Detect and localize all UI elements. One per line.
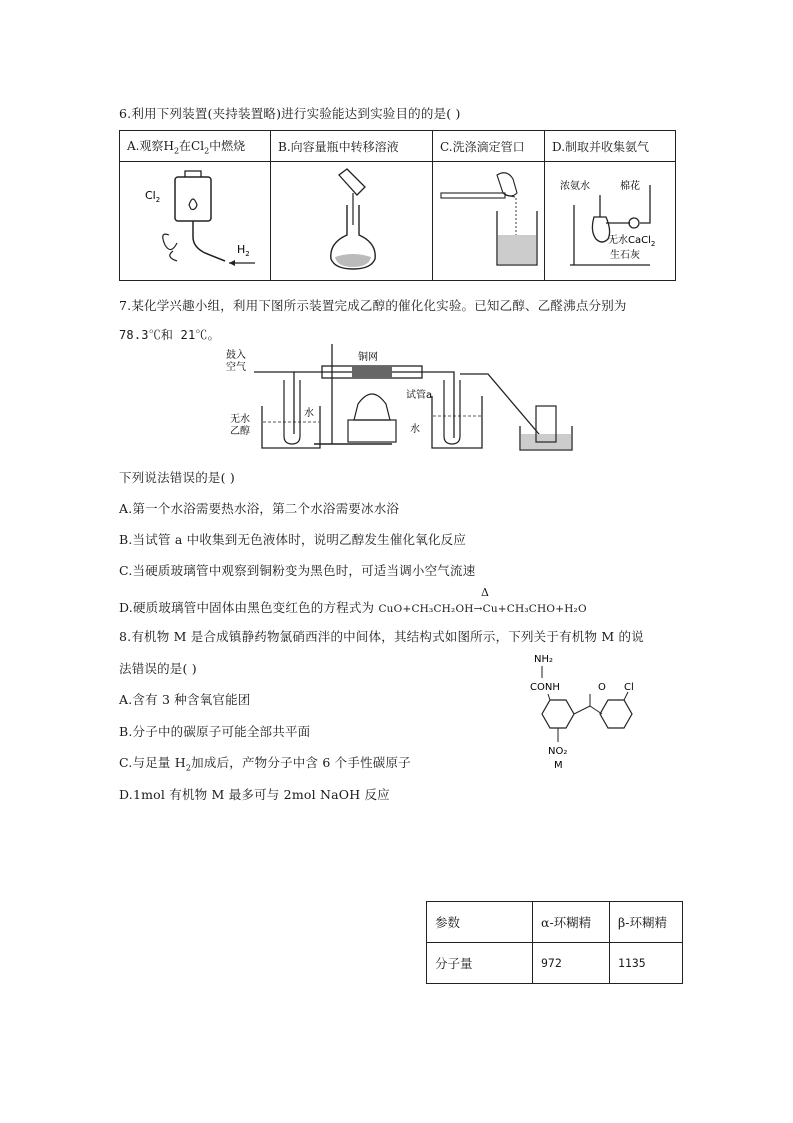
cl2-label: $Cl_2$ (145, 188, 161, 204)
water-label-left: 水 (304, 408, 314, 419)
q7-option-d-equation: CuO+CH₃CH₂OH→Cu+CH₃CHO+H₂O (378, 603, 587, 615)
q7-prompt: 下列说法错误的是( ) (119, 470, 235, 485)
q6-figure-b (271, 162, 433, 281)
air-in-label: 鼓入 (226, 350, 246, 361)
ammonia-preparation-diagram (550, 165, 670, 275)
burette-washing-diagram (437, 165, 541, 275)
air-in-label-2: 空气 (226, 362, 246, 373)
q6-option-d: D.制取并收集氨气 (545, 131, 676, 162)
heat-symbol: Δ (481, 586, 490, 599)
q8-question-line2: 法错误的是( ) (119, 661, 197, 676)
table-cell: 1135 (610, 943, 683, 984)
volumetric-flask-transfer-diagram (277, 165, 427, 275)
table-cell: 分子量 (427, 943, 533, 984)
carbonyl-o-label: O (598, 682, 606, 693)
q6-option-b: B.向容量瓶中转移溶液 (271, 131, 433, 162)
tube-a-label: 试管a (406, 390, 433, 401)
q6-figure-a (120, 162, 271, 281)
table-cell: 972 (533, 943, 610, 984)
h2-label: $H_2$ (237, 242, 250, 258)
quicklime-label: 生石灰 (610, 249, 640, 261)
anhydrous-cacl2-label: 无水CaCl$_2$ (608, 234, 656, 248)
table-header-cell: α-环糊精 (533, 902, 610, 943)
no2-label: NO₂ (548, 746, 568, 757)
q6-option-c: C.洗涤滴定管口 (433, 131, 545, 162)
q8-option-b: B.分子中的碳原子可能全部共平面 (119, 724, 311, 739)
table-header-cell: 参数 (427, 902, 533, 943)
nh2-label: NH₂ (534, 654, 554, 665)
q6-figure-d (545, 162, 676, 281)
q7-option-a: A.第一个水浴需要热水浴，第二个水浴需要冰水浴 (119, 501, 400, 516)
q8-option-c: C.与足量 $H_2$加成后，产物分子中含 6 个手性碳原子 (119, 755, 411, 773)
table-row (427, 943, 683, 984)
q7-question-line1: 7.某化学兴趣小组，利用下图所示装置完成乙醇的催化化实验。已知乙醇、乙醛沸点分别为 (119, 298, 627, 313)
cotton-label: 棉花 (620, 180, 640, 192)
conc-ammonia-label: 浓氨水 (560, 180, 590, 192)
table-row (427, 902, 683, 943)
conh-label: CONH (530, 682, 560, 693)
cl-label: Cl (624, 682, 634, 693)
q8-option-a: A.含有 3 种含氧官能团 (119, 692, 251, 707)
q7-option-d (119, 598, 587, 616)
ethanol-label-2: 乙醇 (230, 426, 250, 437)
q7-apparatus-diagram (222, 344, 582, 456)
q8-option-d: D.1mol 有机物 M 最多可与 2mol NaOH 反应 (119, 787, 390, 802)
q7-option-b: B.当试管 a 中收集到无色液体时，说明乙醇发生催化氧化反应 (119, 532, 467, 547)
q7-option-c: C.当硬质玻璃管中观察到铜粉变为黑色时，可适当调小空气流速 (119, 563, 476, 578)
q6-options-table (119, 130, 676, 281)
cyclodextrin-table (426, 901, 683, 984)
q6-question: 6.利用下列装置(夹持装置略)进行实验能达到实验目的的是( ) (119, 106, 461, 121)
q6-figure-c (433, 162, 545, 281)
q8-question-line1: 8.有机物 M 是合成镇静药物氯硝西泮的中间体，其结构式如图所示，下列关于有机物 M 的说 (119, 629, 644, 644)
water-label-right: 水 (410, 424, 420, 435)
table-header-cell: β-环糊精 (610, 902, 683, 943)
molecule-m-structure (520, 650, 660, 780)
q6-option-a: A.观察$H_2$在$Cl_2$中燃烧 (120, 131, 271, 162)
m-label: M (554, 760, 563, 771)
copper-mesh-label: 铜网 (358, 352, 378, 363)
q7-option-d-text: D.硬质玻璃管中固体由黑色变红色的方程式为 (119, 600, 379, 615)
h2-burning-in-cl2-diagram (125, 165, 265, 275)
q7-question-line2: 78.3℃和 21℃。 (119, 328, 220, 342)
ethanol-label: 无水 (230, 414, 250, 425)
